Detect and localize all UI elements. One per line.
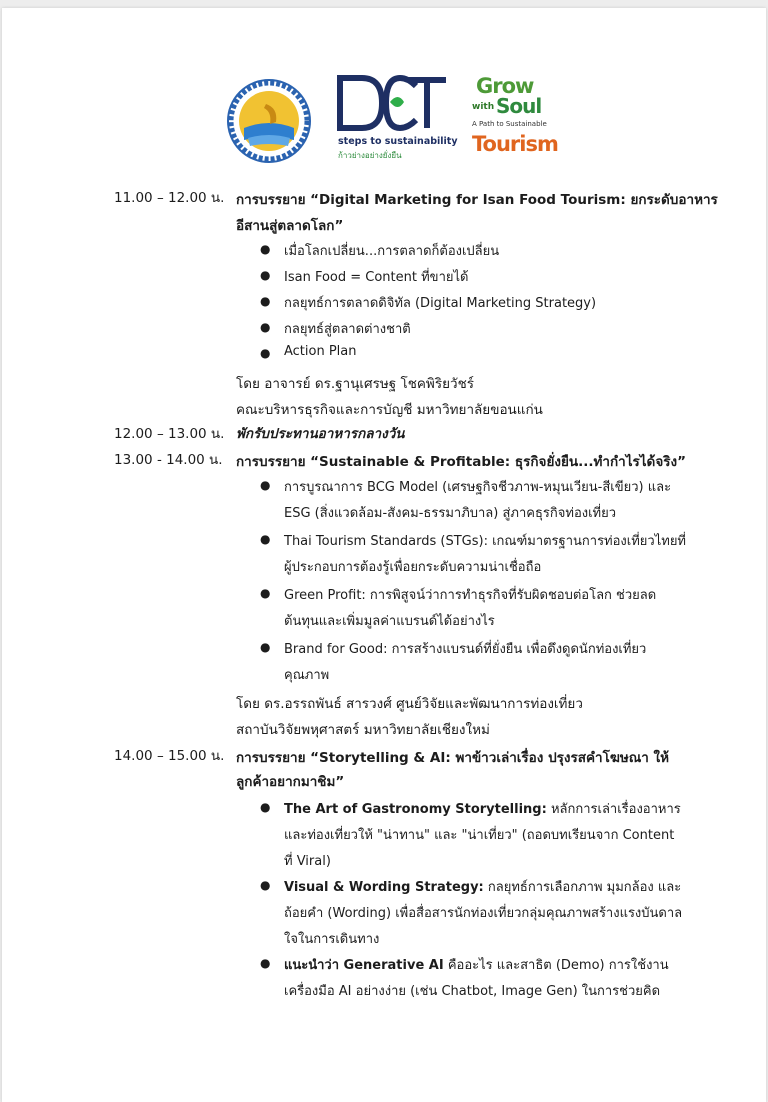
list-item: Green Profit: การพิสูจน์ว่าการทำธุรกิจที่รับผิดชอบต่อโลก ช่วยลด (284, 588, 657, 603)
bullet-icon: ● (260, 242, 271, 256)
list-item: กลยุทธ์การตลาดดิจิทัล (Digital Marketing Strategy) (284, 296, 597, 311)
session-time: 13.00 - 14.00 น. (114, 452, 223, 468)
list-item-cont: ผู้ประกอบการต้องรู้เพื่อยกระดับความน่าเชื่อถือ (284, 560, 542, 575)
list-item: เมื่อโลกเปลี่ยน...การตลาดก็ต้องเปลี่ยน (284, 244, 500, 259)
bullet-icon: ● (260, 268, 271, 282)
list-item (284, 798, 681, 819)
speaker-affiliation: สถาบันวิจัยพหุศาสตร์ มหาวิทยาลัยเชียงใหม่ (236, 722, 490, 738)
list-item (284, 876, 681, 897)
list-item-bold: แนะนำว่า Generative AI (284, 958, 444, 973)
speaker: โดย อาจารย์ ดร.ฐานุเศรษฐ โชคพิริยวัชร์ (236, 376, 474, 392)
department-of-tourism-logo (226, 78, 312, 164)
session-time: 11.00 – 12.00 น. (114, 190, 225, 206)
bullet-icon: ● (260, 320, 271, 334)
session-title: การบรรยาย “Sustainable & Profitable: ธุรกิจยั่งยืน...ทำกำไรได้จริง” (236, 454, 686, 470)
gws-tourism-text: Tourism (472, 132, 558, 156)
list-item-text: คืออะไร และสาธิต (Demo) การใช้งาน (443, 958, 669, 973)
bullet-icon: ● (260, 294, 271, 308)
list-item: Brand for Good: การสร้างแบรนด์ที่ยั่งยืน เพื่อดึงดูดนักท่องเที่ยว (284, 642, 647, 657)
list-item: Thai Tourism Standards (STGs): เกณฑ์มาตรฐานการท่องเที่ยวไทยที่ (284, 534, 687, 549)
bullet-icon: ● (260, 640, 271, 654)
dct-logo (332, 72, 458, 168)
list-item (284, 954, 669, 975)
session-title-cont: อีสานสู่ตลาดโลก” (236, 218, 344, 234)
session-title: การบรรยาย “Digital Marketing for Isan Food Tourism: ยกระดับอาหาร (236, 192, 718, 208)
bullet-icon: ● (260, 878, 271, 892)
gws-path-text: A Path to Sustainable (472, 120, 547, 128)
list-item-cont: และท่องเที่ยวให้ "น่าทาน" และ "น่าเที่ยว" (ถอดบทเรียนจาก Content (284, 828, 675, 843)
document-page (2, 8, 766, 1102)
logo-bar (2, 70, 766, 170)
bullet-icon: ● (260, 586, 271, 600)
list-item-cont: คุณภาพ (284, 668, 330, 683)
bullet-icon: ● (260, 800, 271, 814)
bullet-icon: ● (260, 478, 271, 492)
list-item-bold: Visual & Wording Strategy: (284, 880, 484, 895)
list-item-cont: ที่ Viral) (284, 854, 331, 869)
gws-grow-text: Grow (476, 74, 534, 98)
list-item-bold: The Art of Gastronomy Storytelling: (284, 802, 547, 817)
dct-tagline-en: steps to sustainability (338, 136, 458, 147)
speaker: โดย ดร.อรรถพันธ์ สารวงศ์ ศูนย์วิจัยและพัฒนาการท่องเที่ยว (236, 696, 583, 712)
list-item: Action Plan (284, 344, 357, 359)
session-title: การบรรยาย “Storytelling & AI: พาข้าวเล่าเรื่อง ปรุงรสคำโฆษณา ให้ (236, 750, 670, 766)
list-item-cont: ESG (สิ่งแวดล้อม-สังคม-ธรรมาภิบาล) สู่ภาคธุรกิจท่องเที่ยว (284, 506, 617, 521)
session-time: 14.00 – 15.00 น. (114, 748, 225, 764)
grow-with-soul-logo (468, 72, 558, 168)
list-item-cont: เครื่องมือ AI อย่างง่าย (เช่น Chatbot, Image Gen) ในการช่วยคิด (284, 984, 661, 999)
session-time: 12.00 – 13.00 น. (114, 426, 225, 442)
dct-tagline-th: ก้าวย่างอย่างยั่งยืน (338, 151, 402, 160)
list-item-cont: ใจในการเดินทาง (284, 932, 380, 947)
bullet-icon: ● (260, 346, 271, 360)
list-item: การบูรณาการ BCG Model (เศรษฐกิจชีวภาพ-หมุนเวียน-สีเขียว) และ (284, 480, 672, 495)
dct-letters-icon (332, 72, 452, 134)
speaker-affiliation: คณะบริหารธุรกิจและการบัญชี มหาวิทยาลัยขอนแก่น (236, 402, 543, 418)
session-title: พักรับประทานอาหารกลางวัน (236, 426, 405, 442)
list-item-cont: ถ้อยคำ (Wording) เพื่อสื่อสารนักท่องเที่ยวกลุ่มคุณภาพสร้างแรงบันดาล (284, 906, 683, 921)
list-item: Isan Food = Content ที่ขายได้ (284, 270, 469, 285)
bullet-icon: ● (260, 956, 271, 970)
session-title-cont: ลูกค้าอยากมาชิม” (236, 774, 345, 790)
list-item-cont: ต้นทุนและเพิ่มมูลค่าแบรนด์ได้อย่างไร (284, 614, 495, 629)
bullet-icon: ● (260, 532, 271, 546)
list-item: กลยุทธ์สู่ตลาดต่างชาติ (284, 322, 411, 337)
gws-soul-text: Soul (496, 94, 542, 118)
list-item-text: กลยุทธ์การเลือกภาพ มุมกล้อง และ (483, 880, 682, 895)
list-item-text: หลักการเล่าเรื่องอาหาร (546, 802, 681, 817)
gws-with-text: with (472, 102, 495, 112)
